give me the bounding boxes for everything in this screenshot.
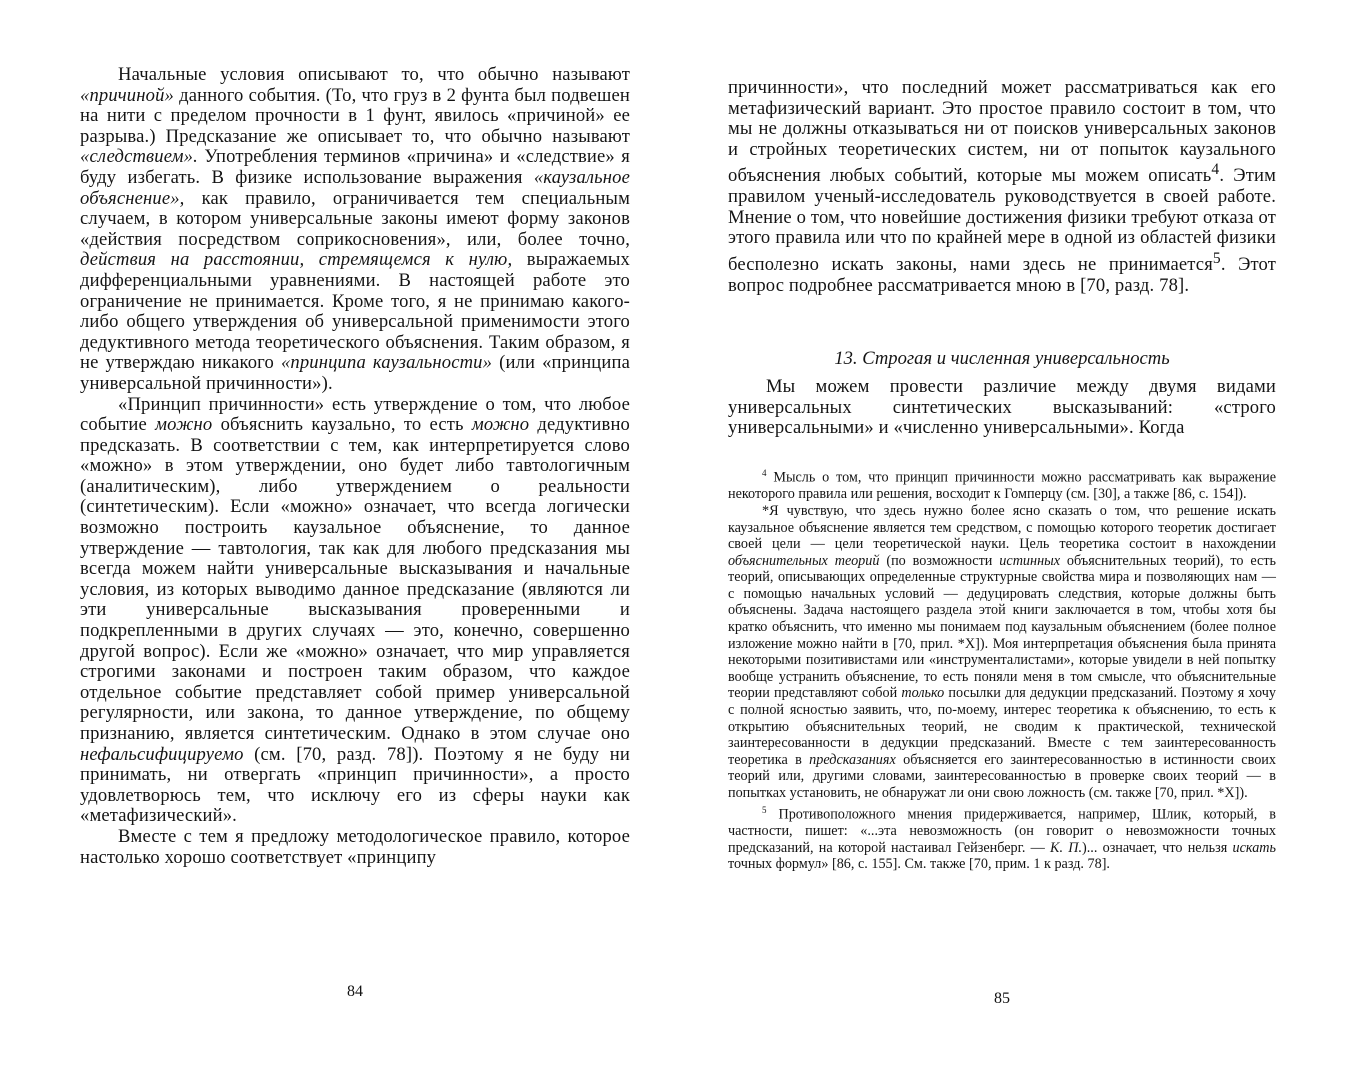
italic-run: истинных (999, 552, 1061, 569)
italic-run: предсказаниях (809, 751, 896, 768)
text-run: точных формул» [86, с. 155]. См. также [70, прим. 1 к разд. 78]. (728, 856, 1110, 873)
text-run: «Принцип причинности» есть утверждение о том, что любое событие (80, 393, 630, 436)
footnote-marker: 4 (1211, 161, 1220, 179)
text-run: данного события. (То, что груз в 2 фунта был подвешен на нити с пределом прочности в 1 фунт, явилось «причиной» ее разрыва.) Предсказание же описывает то, что обычно называют (80, 84, 630, 147)
text-run: . Этим правилом ученый-исследователь руководствуется в своей работе. Мнение о том, что новейшие достижения физики требуют отказа от этого правила или что по крайней мере в одной из областей физики бесполезно искать законы, нами здесь не принимается (728, 165, 1276, 276)
paragraph (728, 78, 1276, 296)
text-run: дедуктивно предсказать. В соответствии с тем, как интерпретируется слово «можно» в этом утверждении, оно будет либо тавтологичным (аналитическим), либо утверждением о реальности (синтетическим). Если «можно» означает, что всегда логически возможно построить каузальное объяснение, то данное утверждение — тавтология, так как для любого предсказания мы всегда можем найти универсальные высказывания и начальные условия, из которых выводимо данное предсказание (являются ли эти универсальные высказывания проверенными и подкрепленными в других случаях — это, конечно, совершенно другой вопрос). Если же «можно» означает, что мир управляется строгими законами и построен таким образом, что каждое отдельное событие представляет собой пример универсальной регулярности, или закона, то данное утверждение, по общему признанию, является синтетическим. Однако в этом случае оно (80, 414, 630, 744)
text-run: Вместе с тем я предложу методологическое правило, которое настолько хорошо соответствует «принципу (80, 825, 630, 868)
footnote (728, 802, 1276, 873)
text-run: )... означает, что нельзя (1082, 839, 1233, 856)
italic-run: «причиной» (80, 84, 174, 106)
text-run: Противоположного мнения придерживается, например, Шлик, который, в частности, пишет: «...эта невозможность (он говорит о невозможности точных предсказаний, на которой настаивал Гейзенберг. — (728, 806, 1276, 856)
page-number: 84 (347, 983, 363, 1000)
text-run: как правило, ограничивается тем специальным случаем, в котором универсальные законы имеют форму законов «действия посредством соприкосновения», или, более точно, (80, 187, 630, 250)
left-page (80, 0, 630, 1070)
text-run: объяснительных теорий), то есть теорий, описывающих определенные структурные свойства мира и позволяющих нам — с помощью начальных условий — дедуцировать следствия, которые должны быть объяснены. Задача настоящего раздела этой книги заключается в том, чтобы хотя бы кратко объяснить, что именно мы понимаем под каузальным объяснением (более полное изложение можно найти в [70, прил. *X]). Моя интерпретация объяснения была принята некоторыми позитивистами или «инструменталистами», которые увидели в ней попытку вообще устранить объяснение, то есть поняли меня в том смысле, что объяснительные теории представляют собой (728, 552, 1276, 702)
text-run: объясняется его заинтересованностью в истинности своих теорий или, другими словами, заинтересованностью в проверке своих теорий — в попытках установить, не обнаружат ли они свою ложность (см. также [70, прил. *X]). (728, 751, 1276, 802)
italic-run: только (901, 685, 945, 702)
italic-run: объяснительных теорий (728, 552, 880, 569)
left-page-body (80, 65, 630, 868)
text-run: Употребления терминов «причина» и «следствие» я буду избегать. В физике использование выражения (80, 146, 630, 188)
footnote (728, 503, 1276, 802)
italic-run: К. П. (1050, 839, 1083, 856)
paragraph (80, 395, 630, 827)
italic-run: можно (155, 414, 213, 436)
text-run: Мы можем провести различие между двумя видами универсальных синтетических высказываний: «строго универсальными» и «численно универсальными». Когда (728, 376, 1276, 439)
text-run: Начальные условия описывают то, что обычно называют (118, 64, 630, 85)
right-page-body-bottom (728, 377, 1276, 439)
paragraph (80, 65, 630, 395)
italic-run: можно (471, 414, 530, 436)
italic-run: нефальсифицируемо (80, 743, 244, 765)
text-run: (см. [70, разд. 78]). Поэтому я не буду ни принимать, ни отвергать «принцип причинности», а просто удовлетворюсь тем, что исключу его из сферы науки как «метафизический». (80, 743, 630, 827)
text-run: Мысль о том, что принцип причинности можно рассматривать как выражение некоторого правила или решения, восходит к Гомперцу (см. [30], а также [86, с. 154]). (728, 469, 1276, 503)
text-run: причинности», что последний может рассматриваться как его метафизический вариант. Это простое правило состоит в том, что мы не должны отказываться ни от поисков универсальных законов и стройных теоретических систем, ни от попыток каузального объяснения любых событий, которые мы можем описать (728, 77, 1276, 187)
text-run: выражаемых дифференциальными уравнениями. В настоящей работе это ограничение не принимается. Кроме того, я не принимаю какого-либо общего утверждения об универсальной применимости этого дедуктивного метода теоретического объяснения. Таким образом, я не утверждаю никакого (80, 249, 630, 374)
text-run: (или «принципа универсальной причинности»). (80, 352, 630, 394)
italic-run: «следствием». (80, 146, 198, 168)
section-heading: 13. Строгая и численная универсальность (834, 348, 1170, 369)
right-page (728, 0, 1276, 1070)
footnotes (728, 465, 1276, 873)
right-page-body-top (728, 78, 1276, 296)
page-number: 85 (994, 990, 1010, 1007)
italic-run: «каузальное объяснение», (80, 166, 630, 209)
italic-run: «принципа каузальности» (280, 352, 493, 374)
footnote (728, 465, 1276, 503)
italic-run: искать (1232, 839, 1276, 856)
text-run: *Я чувствую, что здесь нужно более ясно сказать о том, что решение искать каузальное объяснение является тем средством, с помощью которого теоретик достигает своей цели — цели теоретической науки. Цель теоретика состоит в нахождении (728, 502, 1276, 553)
paragraph (728, 377, 1276, 439)
text-run: посылки для дедукции предсказаний. Поэтому я хочу с полной ясностью заявить, что, по-моему, интерес теоретика к объяснению, то есть к открытию объяснительных теорий, не сводим к практической, технической заинтересованности в дедукции предсказаний. Вместе с тем заинтересованность теоретика в (728, 685, 1276, 768)
footnote-marker: 5 (1212, 249, 1221, 267)
footnote-marker: 4 (762, 468, 767, 478)
text-run: объяснить каузально, то есть (212, 414, 472, 436)
text-run: (по возможности (879, 552, 1000, 569)
italic-run: действия на расстоянии, стремящемся к нулю, (80, 249, 513, 271)
text-run: . Этот вопрос подробнее рассматривается мною в [70, разд. 78]. (728, 254, 1277, 296)
footnote-marker: 5 (762, 804, 767, 815)
paragraph (80, 827, 630, 868)
